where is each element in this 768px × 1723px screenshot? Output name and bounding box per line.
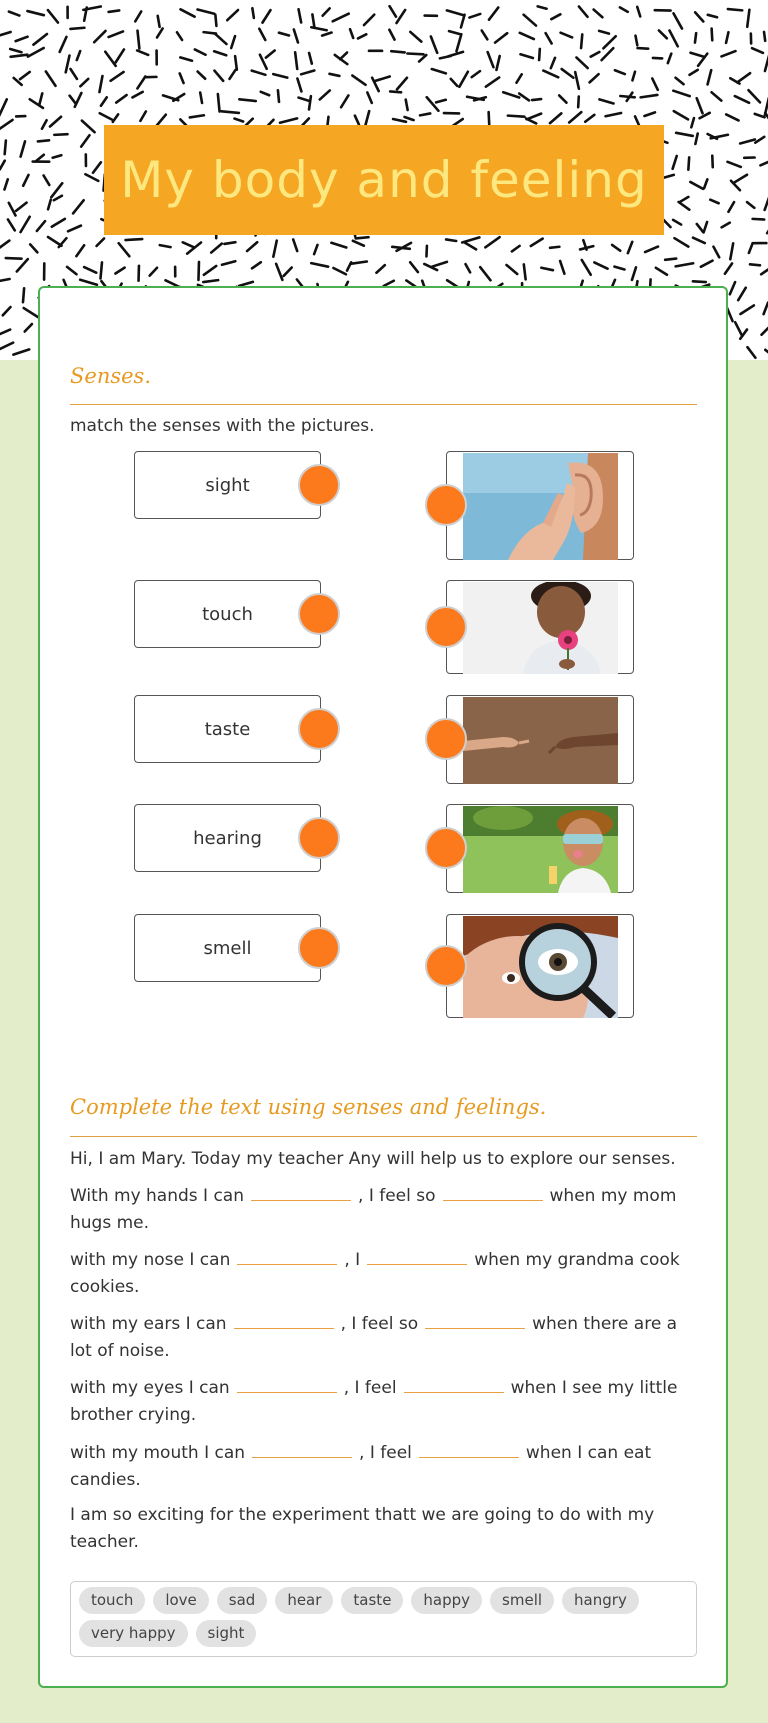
picture-box-4[interactable] <box>446 804 634 893</box>
match-dot-left[interactable] <box>298 708 340 750</box>
match-dot-right[interactable] <box>425 827 467 869</box>
sentence-text: when I can eat candies. <box>70 1443 652 1490</box>
sentence-text: with my nose I can <box>70 1250 231 1270</box>
sentence-text: with my mouth I can <box>70 1443 246 1463</box>
intro-text: Hi, I am Mary. Today my teacher Any will help us to explore our senses. <box>70 1149 676 1169</box>
match-dot-right[interactable] <box>425 484 467 526</box>
match-dot-left[interactable] <box>298 464 340 506</box>
blank-input[interactable] <box>443 1180 543 1201</box>
page-title: My body and feeling <box>120 151 648 209</box>
sentence-text: , I feel <box>343 1378 397 1398</box>
sentence-text: with my eyes I can <box>70 1378 230 1398</box>
closing-text: I am so exciting for the experiment thatt we are going to do with my teacher. <box>70 1505 655 1552</box>
blank-input[interactable] <box>367 1244 467 1265</box>
picture-box-5[interactable] <box>446 914 634 1018</box>
hands-reaching-photo <box>463 697 618 784</box>
sense-label: hearing <box>193 827 262 849</box>
word-chip-touch[interactable]: touch <box>79 1587 145 1614</box>
sentence-text: , I <box>344 1250 361 1270</box>
sense-box-touch[interactable] <box>134 580 321 648</box>
picture-box-3[interactable] <box>446 695 634 784</box>
word-chip-love[interactable]: love <box>153 1587 208 1614</box>
blank-input[interactable] <box>237 1244 337 1265</box>
sense-box-sight[interactable] <box>134 451 321 519</box>
word-chip-very-happy[interactable]: very happy <box>79 1620 188 1647</box>
sentence-text: when I see my little brother crying. <box>70 1378 678 1425</box>
word-bank <box>70 1581 697 1657</box>
word-chip-sad[interactable]: sad <box>217 1587 268 1614</box>
blank-input[interactable] <box>251 1180 351 1201</box>
picture-box-1[interactable] <box>446 451 634 560</box>
complete-text-heading: Complete the text using senses and feelings. <box>70 1095 547 1119</box>
divider <box>70 1136 697 1137</box>
child-smelling-flower-photo <box>463 582 618 674</box>
title-banner <box>104 125 664 235</box>
senses-heading: Senses. <box>70 364 151 388</box>
sentence-text: when my mom hugs me. <box>70 1186 677 1233</box>
blank-input[interactable] <box>237 1372 337 1393</box>
sentence-1 <box>70 1180 700 1237</box>
word-chip-taste[interactable]: taste <box>341 1587 403 1614</box>
sense-label: smell <box>203 937 252 959</box>
sentence-text: with my ears I can <box>70 1314 227 1334</box>
instruction-text: match the senses with the pictures. <box>70 416 375 436</box>
sense-box-smell[interactable] <box>134 914 321 982</box>
sentence-2 <box>70 1244 700 1301</box>
sense-box-hearing[interactable] <box>134 804 321 872</box>
sense-label: touch <box>202 603 253 625</box>
match-dot-right[interactable] <box>425 606 467 648</box>
child-tasting-icecream-photo <box>463 806 618 893</box>
sentence-text: when my grandma cook cookies. <box>70 1250 680 1297</box>
sentence-4 <box>70 1372 700 1429</box>
sentence-3 <box>70 1308 700 1365</box>
eye-magnifying-glass-photo <box>463 916 618 1018</box>
blank-input[interactable] <box>404 1372 504 1393</box>
word-chip-hangry[interactable]: hangry <box>562 1587 639 1614</box>
ear-hearing-photo <box>463 453 618 560</box>
sense-label: taste <box>204 718 251 740</box>
blank-input[interactable] <box>419 1437 519 1458</box>
word-chip-sight[interactable]: sight <box>196 1620 257 1647</box>
word-chip-happy[interactable]: happy <box>411 1587 482 1614</box>
sentence-text: , I feel <box>359 1443 412 1463</box>
word-chip-hear[interactable]: hear <box>275 1587 333 1614</box>
blank-input[interactable] <box>252 1437 352 1458</box>
sentence-text: when there are a lot of noise. <box>70 1314 678 1361</box>
blank-input[interactable] <box>234 1308 334 1329</box>
sentence-text: , I feel so <box>358 1186 436 1206</box>
sense-box-taste[interactable] <box>134 695 321 763</box>
sentence-text: , I feel so <box>340 1314 419 1334</box>
match-dot-left[interactable] <box>298 927 340 969</box>
divider <box>70 404 697 405</box>
picture-box-2[interactable] <box>446 580 634 674</box>
match-dot-right[interactable] <box>425 718 467 760</box>
match-dot-left[interactable] <box>298 817 340 859</box>
match-dot-left[interactable] <box>298 593 340 635</box>
word-chip-smell[interactable]: smell <box>490 1587 554 1614</box>
match-dot-right[interactable] <box>425 945 467 987</box>
sentence-text: With my hands I can <box>70 1186 245 1206</box>
blank-input[interactable] <box>425 1308 525 1329</box>
sense-label: sight <box>205 474 250 496</box>
sentence-5 <box>70 1437 700 1494</box>
